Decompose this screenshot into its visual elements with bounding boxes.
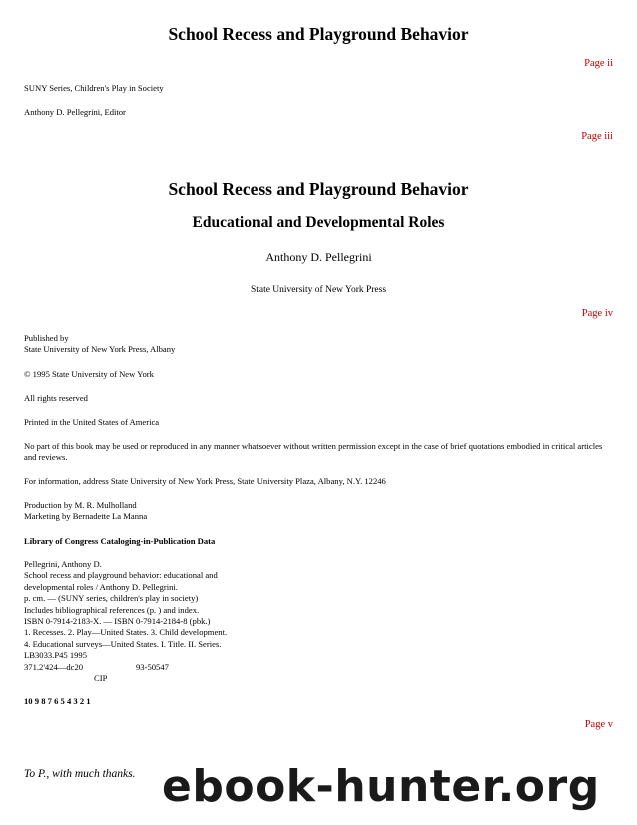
copyright-notice: © 1995 State University of New York <box>24 369 154 379</box>
published-by-publisher: State University of New York Press, Albany <box>24 344 176 355</box>
page-number-v[interactable]: Page v <box>584 719 613 730</box>
marketing-credit: Marketing by Bernadette La Manna <box>24 511 148 522</box>
title-page-publisher: State University of New York Press <box>250 285 387 295</box>
page-number-iii[interactable]: Page iii <box>581 131 613 142</box>
series-editor: Anthony D. Pellegrini, Editor <box>24 107 126 117</box>
printing-line: 10 9 8 7 6 5 4 3 2 1 <box>24 696 91 706</box>
cip-line: Pellegrini, Anthony D. <box>24 559 102 569</box>
cip-line: developmental roles / Anthony D. Pellegrini. <box>24 581 178 592</box>
published-by-label: Published by <box>24 333 69 343</box>
cip-line: LB3033.P45 1995 <box>24 650 88 661</box>
cip-classification-row <box>24 662 227 673</box>
cip-heading: Library of Congress Cataloging-in-Publication Data <box>24 536 216 546</box>
watermark-text: ebook-hunter.org <box>162 761 600 812</box>
cip-lccn: 93-50547 <box>136 661 169 672</box>
series-name: SUNY Series, Children's Play in Society <box>24 83 164 93</box>
title-page-subtitle: Educational and Developmental Roles <box>192 214 445 231</box>
published-by-block <box>24 333 175 356</box>
cip-line: p. cm. — (SUNY series, children's play in society) <box>24 593 199 604</box>
page-number-ii[interactable]: Page ii <box>584 58 613 69</box>
cip-line: School recess and playground behavior: educational and <box>24 570 218 581</box>
production-credit: Production by M. R. Mulholland <box>24 500 137 510</box>
credits-block <box>24 500 147 523</box>
cip-line: ISBN 0-7914-2183-X. — ISBN 0-7914-2184-8 (pbk.) <box>24 616 211 627</box>
cip-line: 1. Recesses. 2. Play—United States. 3. Child development. <box>24 627 228 638</box>
permission-notice: No part of this book may be used or reproduced in any manner whatsoever without written permission except in the case of brief quotations embodied in critical articles and reviews. <box>24 441 603 463</box>
information-notice: For information, address State University of New York Press, State University Plaza, Albany, N.Y. 12246 <box>24 476 386 486</box>
cip-label: CIP <box>94 673 108 684</box>
cip-line: 4. Educational surveys—United States. I. Title. II. Series. <box>24 638 222 649</box>
cip-classification: 371.2'424—dc20 <box>24 661 84 672</box>
page-number-iv[interactable]: Page iv <box>581 308 613 319</box>
title-page-title: School Recess and Playground Behavior <box>168 179 469 199</box>
printed-notice: Printed in the United States of America <box>24 417 160 427</box>
book-title: School Recess and Playground Behavior <box>168 24 469 44</box>
cip-line: Includes bibliographical references (p. ) and index. <box>24 604 200 615</box>
rights-notice: All rights reserved <box>24 393 88 403</box>
dedication: To P., with much thanks. <box>24 768 136 780</box>
cip-data-block <box>24 559 227 684</box>
title-page-author: Anthony D. Pellegrini <box>265 250 372 264</box>
